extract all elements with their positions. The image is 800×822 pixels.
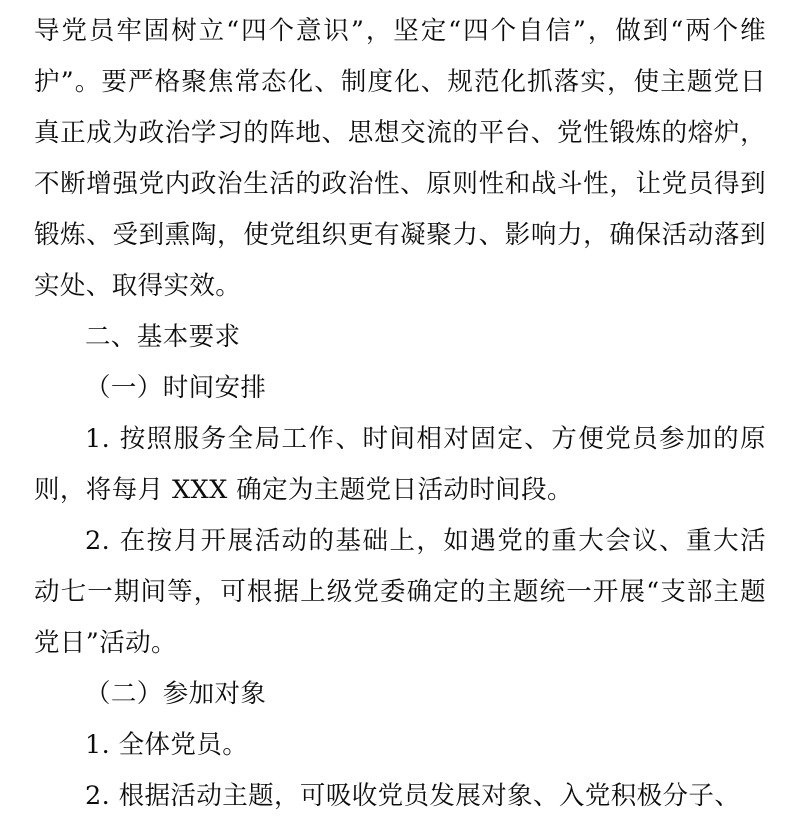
- heading-section-two: 二、基本要求: [85, 322, 241, 352]
- heading-subsection-two: （二）参加对象: [85, 679, 267, 709]
- list-item-participants-2: 2. 根据活动主题，可吸收党员发展对象、入党积极分子、: [85, 781, 741, 811]
- list-item-participants-1: 1. 全体党员。: [85, 730, 249, 760]
- document-body: [34, 6, 766, 822]
- list-item-time-2: 2. 在按月开展活动的基础上，如遇党的重大会议、重大活动七一期间等，可根据上级党委确定的主题统一开展“支部主题党日”活动。: [34, 526, 766, 658]
- heading-subsection-one: （一）时间安排: [85, 373, 267, 403]
- list-item-time-1: 1. 按照服务全局工作、时间相对固定、方便党员参加的原则，将每月 XXX 确定为主题党日活动时间段。: [34, 424, 766, 505]
- paragraph-continued: 导党员牢固树立“四个意识”，坚定“四个自信”，做到“两个维护”。要严格聚焦常态化、制度化、规范化抓落实，使主题党日真正成为政治学习的阵地、思想交流的平台、党性锻炼的熔炉，不断增强党内政治生活的政治性、原则性和战斗性，让党员得到锻炼、受到熏陶，使党组织更有凝聚力、影响力，确保活动落到实处、取得实效。: [34, 16, 766, 301]
